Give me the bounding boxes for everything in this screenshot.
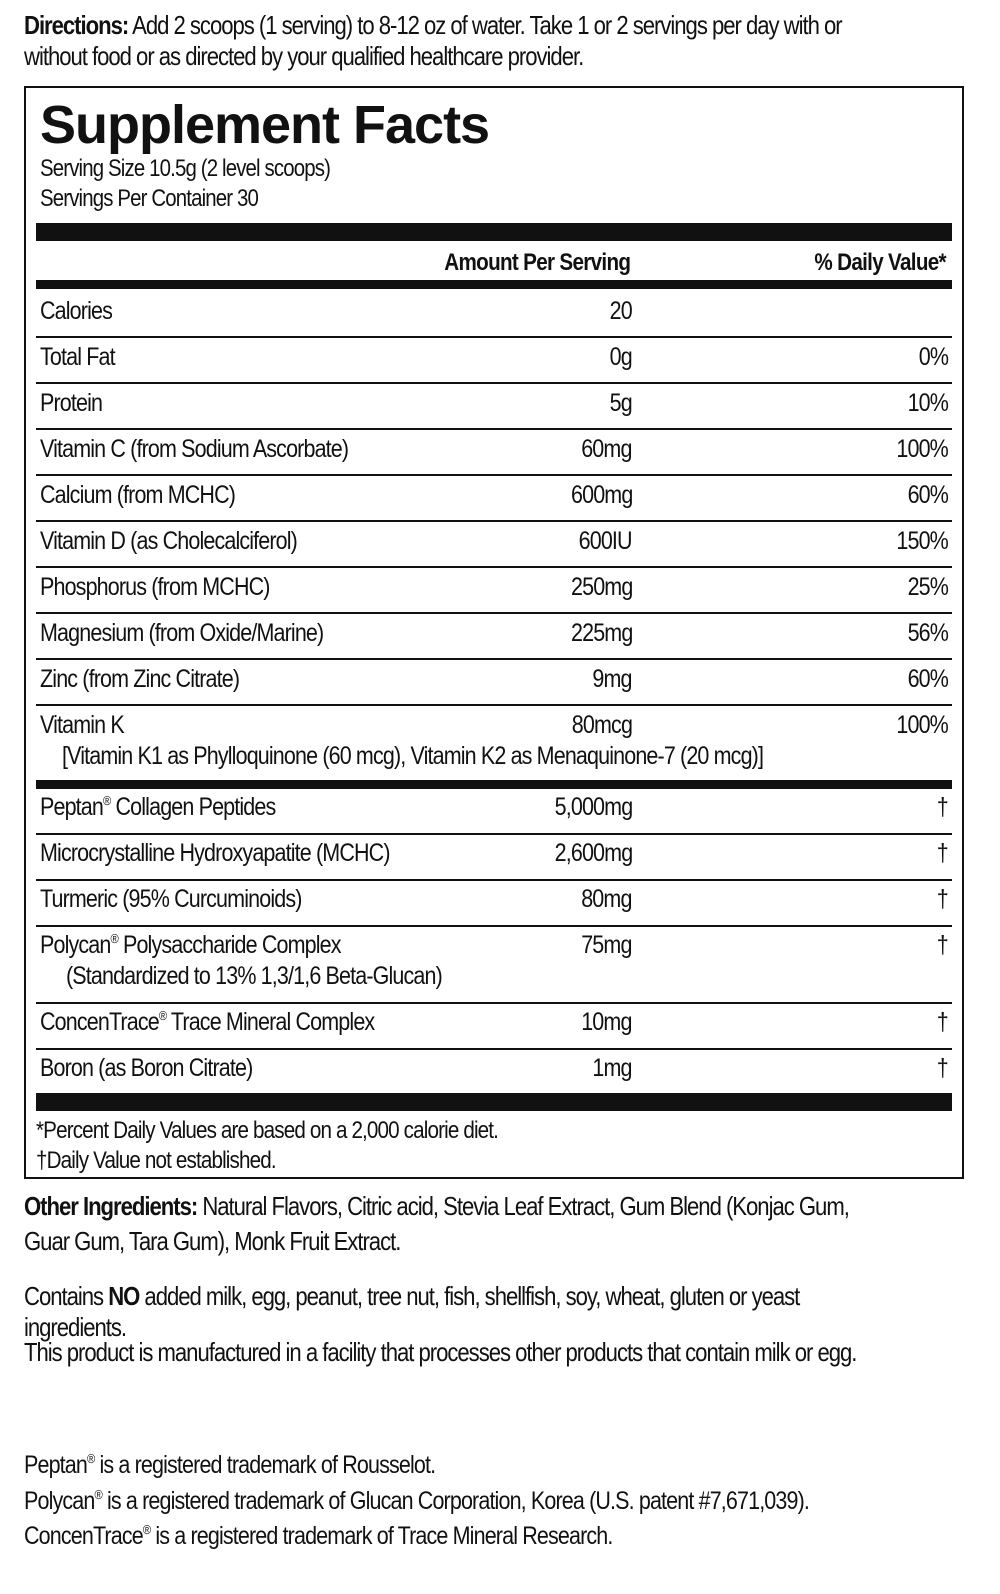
trademark-text: is a registered trademark of Glucan Corporation, Korea (U.S. patent #7,671,039).: [101, 1487, 810, 1515]
nutrient-daily-value: 0%: [918, 343, 948, 371]
nutrient-daily-value: 10%: [907, 389, 948, 417]
footnote-daily-values: *Percent Daily Values are based on a 2,000 calorie diet.: [36, 1117, 499, 1144]
nutrient-daily-value: 60%: [907, 665, 948, 693]
nutrient-amount: 225mg: [570, 619, 632, 647]
directions-label: Directions:: [24, 10, 129, 40]
nutrient-daily-value: 150%: [896, 527, 948, 555]
row-divider: [36, 1002, 952, 1004]
ingredient-daily-value: †: [936, 1008, 948, 1036]
ingredient-daily-value: †: [936, 1054, 948, 1082]
ingredient-daily-value: †: [936, 885, 948, 913]
nutrient-subtext: [Vitamin K1 as Phylloquinone (60 mcg), Vitamin K2 as Menaquinone-7 (20 mcg)]: [62, 742, 764, 770]
nutrient-name: Phosphorus (from MCHC): [40, 573, 270, 601]
row-divider: [36, 566, 952, 568]
other-ingredients-paragraph: [24, 1189, 866, 1259]
facility-statement: This product is manufactured in a facility that processes other products that contain milk or egg.: [24, 1337, 857, 1367]
nutrient-amount: 60mg: [581, 435, 632, 463]
daily-value-header: % Daily Value*: [814, 249, 946, 276]
trademark-peptan: [24, 1448, 435, 1482]
nutrient-name: Total Fat: [40, 343, 115, 371]
ingredient-name-rest: Trace Mineral Complex: [166, 1008, 375, 1036]
nutrient-name: Vitamin C (from Sodium Ascorbate): [40, 435, 349, 463]
allergen-no: NO: [108, 1281, 140, 1311]
trademark-brand: Polycan: [24, 1487, 95, 1515]
ingredient-name-text: ConcenTrace: [40, 1008, 159, 1036]
ingredient-amount: 75mg: [581, 931, 632, 959]
allergen-after: added milk, egg, peanut, tree nut, fish, shellfish, soy, wheat, gluten or yeast ingredients.: [24, 1281, 800, 1342]
other-ingredients-text: Natural Flavors, Citric acid, Stevia Leaf Extract, Gum Blend (Konjac Gum, Guar Gum, Tara Gum), Monk Fruit Extract.: [24, 1191, 849, 1256]
nutrient-name: Vitamin K: [40, 711, 124, 739]
nutrient-name: Calcium (from MCHC): [40, 481, 236, 509]
ingredient-name-text: Turmeric (95% Curcuminoids): [40, 885, 302, 913]
nutrient-amount: 250mg: [570, 573, 632, 601]
directions-text: Add 2 scoops (1 serving) to 8-12 oz of water. Take 1 or 2 servings per day with or without food or as directed by your qualified healthcare provider.: [24, 10, 842, 71]
row-divider: [36, 1048, 952, 1050]
ingredient-name-text: Polycan: [40, 931, 111, 959]
row-divider: [36, 336, 952, 338]
nutrient-amount: 20: [609, 297, 632, 325]
nutrient-name: Zinc (from Zinc Citrate): [40, 665, 240, 693]
servings-per-container: Servings Per Container 30: [40, 185, 259, 212]
row-divider: [36, 382, 952, 384]
row-divider: [36, 520, 952, 522]
nutrient-amount: 80mcg: [571, 711, 632, 739]
nutrient-amount: 600mg: [570, 481, 632, 509]
header-divider: [36, 280, 952, 289]
ingredient-name: [40, 884, 302, 914]
row-divider: [36, 658, 952, 660]
supplement-facts-title: Supplement Facts: [40, 95, 490, 155]
amount-per-serving-header: Amount Per Serving: [443, 249, 630, 276]
registered-mark: ®: [86, 1451, 95, 1466]
ingredient-name: [40, 1007, 374, 1037]
thick-divider-top: [36, 223, 952, 241]
ingredient-name: [40, 838, 390, 868]
nutrient-amount: 9mg: [592, 665, 632, 693]
ingredient-amount: 5,000mg: [554, 793, 632, 821]
directions-paragraph: [24, 10, 866, 72]
ingredient-amount: 2,600mg: [554, 839, 632, 867]
ingredient-amount: 80mg: [581, 885, 632, 913]
ingredient-name-rest: Collagen Peptides: [110, 793, 276, 821]
ingredient-subtext: (Standardized to 13% 1,3/1,6 Beta-Glucan): [66, 962, 442, 990]
other-ingredients-label: Other Ingredients:: [24, 1191, 198, 1221]
registered-mark: ®: [94, 1487, 102, 1502]
ingredient-amount: 10mg: [581, 1008, 632, 1036]
nutrient-name: Calories: [40, 297, 112, 325]
ingredient-name-rest: Polysaccharide Complex: [117, 931, 341, 959]
registered-mark: ®: [158, 1008, 167, 1023]
registered-mark: ®: [110, 931, 118, 946]
supplement-facts-panel: [24, 86, 964, 1179]
ingredient-name-text: Peptan: [40, 793, 103, 821]
nutrient-amount: 5g: [609, 389, 632, 417]
allergen-before: Contains: [24, 1281, 109, 1311]
registered-mark: ®: [142, 1522, 151, 1537]
row-divider: [36, 879, 952, 881]
ingredient-daily-value: †: [936, 931, 948, 959]
thick-divider-bottom: [36, 1093, 952, 1111]
ingredient-name: [40, 930, 341, 960]
nutrient-daily-value: 60%: [907, 481, 948, 509]
row-divider: [36, 704, 952, 706]
nutrient-name: Vitamin D (as Cholecalciferol): [40, 527, 297, 555]
footnote-dagger: †Daily Value not established.: [36, 1147, 276, 1174]
trademark-brand: ConcenTrace: [24, 1522, 143, 1550]
nutrient-daily-value: 25%: [907, 573, 948, 601]
nutrient-name: Magnesium (from Oxide/Marine): [40, 619, 324, 647]
row-divider: [36, 428, 952, 430]
row-divider: [36, 474, 952, 476]
ingredient-amount: 1mg: [592, 1054, 632, 1082]
ingredient-name: [40, 792, 275, 822]
trademark-brand: Peptan: [24, 1451, 87, 1479]
ingredient-name-text: Microcrystalline Hydroxyapatite (MCHC): [40, 839, 390, 867]
registered-mark: ®: [102, 793, 111, 808]
row-divider: [36, 612, 952, 614]
trademark-text: is a registered trademark of Rousselot.: [94, 1451, 436, 1479]
nutrient-daily-value: 100%: [896, 711, 948, 739]
ingredient-daily-value: †: [936, 793, 948, 821]
section-divider: [36, 780, 952, 789]
nutrient-daily-value: 56%: [907, 619, 948, 647]
serving-size: Serving Size 10.5g (2 level scoops): [40, 155, 331, 182]
nutrient-name: Protein: [40, 389, 103, 417]
trademark-concentrace: [24, 1519, 612, 1553]
ingredient-name-text: Boron (as Boron Citrate): [40, 1054, 253, 1082]
allergen-statement: [24, 1281, 866, 1343]
row-divider: [36, 925, 952, 927]
nutrient-daily-value: 100%: [896, 435, 948, 463]
nutrient-amount: 0g: [609, 343, 632, 371]
ingredient-daily-value: †: [936, 839, 948, 867]
trademark-text: is a registered trademark of Trace Mineral Research.: [150, 1522, 613, 1550]
nutrient-amount: 600IU: [578, 527, 632, 555]
ingredient-name: [40, 1053, 252, 1083]
row-divider: [36, 833, 952, 835]
trademark-polycan: [24, 1484, 809, 1518]
